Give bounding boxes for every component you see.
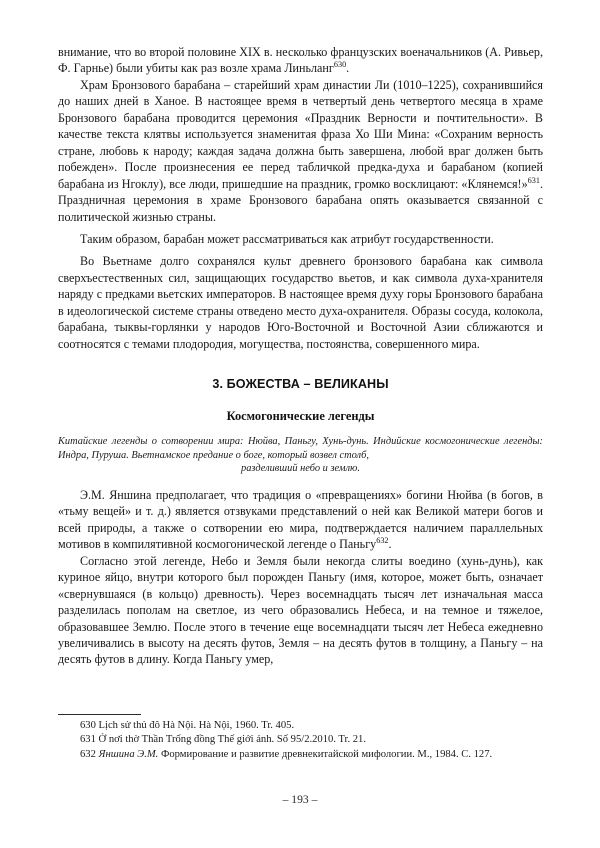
footnotes-block (58, 714, 543, 762)
footnote-ref-632[interactable]: 632 (376, 536, 389, 546)
page-content (58, 44, 543, 668)
paragraph-legend (58, 553, 543, 668)
paragraph-text: Согласно этой легенде, Небо и Земля были некогда слиты воедино (хунь-дунь), как куриное яйцо, внутри которого был порожден Паньгу (имя, которое, может быть, означает «свернувшаяся (в кольцо) древность). Через восемнадцать тысяч лет изначальная масса разделилась пополам на светлое, из чего образовались Небеса, и на темное и тяжелое, образовавшее Землю. После этого в течение еще восемнадцати тысяч лет Небеса ежедневно увеличивались в высоту на десять футов, Земля – на десять футов в толщину, а Паньгу – на десять футов в длину. Когда Паньгу умер, (58, 553, 543, 667)
footnote-632 (58, 748, 543, 762)
footnote-ref-631[interactable]: 631 (527, 175, 540, 185)
section-subheading: Космогонические легенды (226, 409, 375, 424)
paragraph-bronze-drum-temple (58, 77, 543, 225)
footnote-text: Формирование и развитие древнекитайской мифологии. М., 1984. С. 127. (160, 748, 493, 760)
paragraph-thus-drum-attribute (58, 231, 543, 247)
page-number: – 193 – (282, 793, 318, 806)
paragraph-continued (58, 44, 543, 77)
footnote-separator-rule (58, 714, 141, 715)
paragraph-yanshina (58, 487, 543, 553)
section-abstract (58, 435, 543, 476)
abstract-main-text: Китайские легенды о сотворении мира: Нюйва, Паньгу, Хунь-дунь. Индийские космогонические легенды: Индра, Пуруша. Вьетнамское предание о боге, который возвел столб, (58, 436, 543, 461)
paragraph-text: внимание, что во второй половине XIX в. несколько французских военачальников (А. Ривьер, Ф. Гарнье) были убиты как раз возле храма Линьланг (58, 45, 543, 76)
paragraph-text-after-ref: . (388, 537, 392, 552)
subheading-gap (58, 424, 543, 435)
heading-gap (58, 391, 543, 409)
footnote-ref-630[interactable]: 630 (333, 60, 347, 70)
paragraph-text: Э.М. Яншина предполагает, что традиция о «превращениях» богини Нюйва (в богов, в «тьму вещей» и т. д.) является отзвуками представлений о ней как Великой матери богов и всей природы, а также о сотворении ею мира, подтверждается наличием параллельных мотивов в компилятивной космогонической легенде о Паньгу (58, 487, 543, 552)
footnote-text: Ở nơi thờ Thần Trống đồng Thế giới ảnh. Số 95/2.2010. Tr. 21. (98, 734, 367, 746)
footnote-author: Яншина Э.М. (98, 748, 159, 760)
footnote-number: 631 (80, 734, 96, 746)
paragraph-text: Во Вьетнаме долго сохранялся культ древнего бронзового барабана как символа сверхъестественных сил, защищающих государство вьетов, и как символа духа-хранителя наряду с предками вьетских императоров. В настоящее время духу горы Бронзового барабана в идеологической системе страны отведено место духа-охранителя. Образы сосуда, колокола, барабана, тыквы-горлянки у народов Юго-Восточной и Восточной Азии сближаются и соотносятся с темами плодородия, могущества, постоянства, совершенного мира. (58, 254, 543, 351)
section-gap-top (58, 352, 543, 377)
footnote-number: 632 (80, 748, 96, 760)
paragraph-text: Храм Бронзового барабана – старейший храм династии Ли (1010–1225), сохранившийся до наших дней в Ханое. В настоящее время в четвертый день четвертого месяца в храме Бронзового барабана проводится церемония «Праздник Верности и почтительности». В качестве текста клятвы используется знаменитая фраза Хо Ши Мина: «Сохраним верность стране, любовь к народу; каждая задача должна быть завершена, любой враг должен быть побежден». После произнесения ее перед табличкой предка-духа и барабаном (копией барабана из Нгоклу), все люди, пришедшие на праздник, громко восклицают: «Клянемся!» (58, 77, 543, 191)
section-heading: 3. БОЖЕСТВА – ВЕЛИКАНЫ (212, 377, 389, 392)
footnote-text: Lịch sử thủ đô Hà Nội. Hà Nội, 1960. Tr. 405. (98, 720, 295, 731)
footnote-number: 630 (80, 720, 96, 731)
abstract-last-line: разделивший небо и землю. (241, 463, 360, 475)
footnote-631 (58, 733, 543, 747)
abstract-gap (58, 476, 543, 487)
paragraph-text: Таким образом, барабан может рассматриваться как атрибут государственности. (80, 231, 494, 246)
paragraph-vietnam-cult (58, 253, 543, 352)
footnote-630 (58, 719, 543, 733)
paragraph-text-after-ref: . Праздничная церемония в храме Бронзового барабана опять оказывается связанной с политической жизнью страны. (58, 176, 543, 224)
paragraph-text-after-ref: . (346, 61, 350, 76)
